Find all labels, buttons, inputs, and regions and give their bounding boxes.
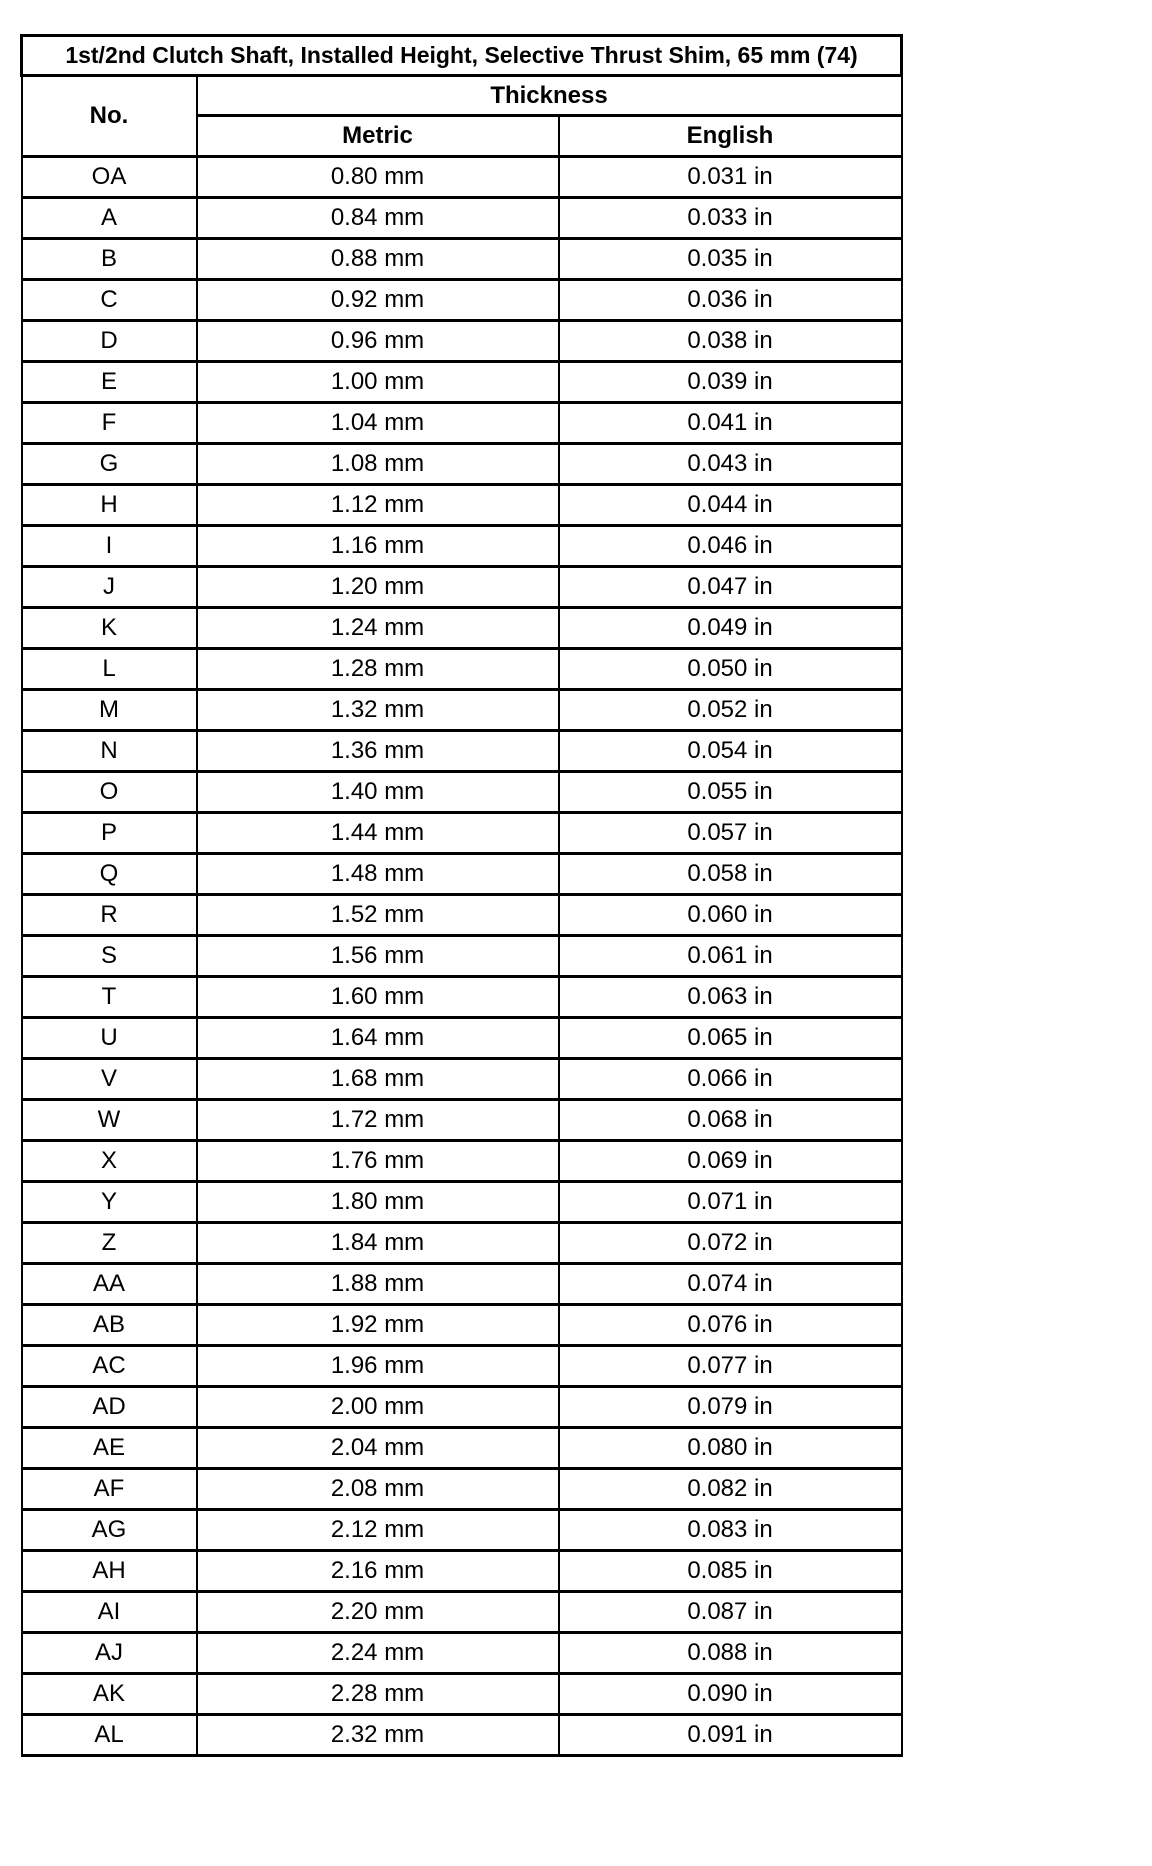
table-header: [22, 36, 902, 157]
cell-english: 0.061 in: [559, 936, 902, 977]
column-group-thickness: Thickness: [197, 76, 902, 116]
cell-metric: 2.08 mm: [197, 1469, 559, 1510]
table-row: [22, 1100, 902, 1141]
cell-no: S: [22, 936, 197, 977]
cell-no: R: [22, 895, 197, 936]
column-header-english: English: [559, 116, 902, 157]
cell-no: AH: [22, 1551, 197, 1592]
shim-spec-sheet: [20, 34, 900, 1757]
cell-no: J: [22, 567, 197, 608]
cell-no: AF: [22, 1469, 197, 1510]
cell-metric: 1.52 mm: [197, 895, 559, 936]
table-row: [22, 690, 902, 731]
table-title: 1st/2nd Clutch Shaft, Installed Height, Selective Thrust Shim, 65 mm (74): [22, 36, 902, 76]
cell-no: AI: [22, 1592, 197, 1633]
table-row: [22, 1141, 902, 1182]
table-row: [22, 1551, 902, 1592]
cell-english: 0.038 in: [559, 321, 902, 362]
cell-no: AG: [22, 1510, 197, 1551]
cell-metric: 1.68 mm: [197, 1059, 559, 1100]
cell-metric: 1.28 mm: [197, 649, 559, 690]
cell-metric: 1.00 mm: [197, 362, 559, 403]
cell-no: M: [22, 690, 197, 731]
table-row: [22, 1223, 902, 1264]
cell-english: 0.035 in: [559, 239, 902, 280]
cell-english: 0.080 in: [559, 1428, 902, 1469]
cell-no: E: [22, 362, 197, 403]
cell-english: 0.047 in: [559, 567, 902, 608]
table-row: [22, 1387, 902, 1428]
cell-english: 0.077 in: [559, 1346, 902, 1387]
table-body: [22, 157, 902, 1756]
title-row: [22, 36, 902, 76]
cell-no: A: [22, 198, 197, 239]
cell-english: 0.033 in: [559, 198, 902, 239]
cell-metric: 1.20 mm: [197, 567, 559, 608]
cell-metric: 1.36 mm: [197, 731, 559, 772]
cell-english: 0.069 in: [559, 1141, 902, 1182]
cell-metric: 2.04 mm: [197, 1428, 559, 1469]
cell-english: 0.076 in: [559, 1305, 902, 1346]
cell-english: 0.041 in: [559, 403, 902, 444]
cell-metric: 1.24 mm: [197, 608, 559, 649]
cell-metric: 1.44 mm: [197, 813, 559, 854]
cell-no: D: [22, 321, 197, 362]
cell-no: G: [22, 444, 197, 485]
cell-english: 0.068 in: [559, 1100, 902, 1141]
cell-no: O: [22, 772, 197, 813]
cell-english: 0.090 in: [559, 1674, 902, 1715]
cell-english: 0.071 in: [559, 1182, 902, 1223]
column-header-no: No.: [22, 76, 197, 157]
table-row: [22, 1182, 902, 1223]
cell-metric: 1.72 mm: [197, 1100, 559, 1141]
cell-metric: 1.64 mm: [197, 1018, 559, 1059]
cell-no: N: [22, 731, 197, 772]
table-row: [22, 526, 902, 567]
cell-metric: 2.12 mm: [197, 1510, 559, 1551]
cell-no: AE: [22, 1428, 197, 1469]
cell-metric: 0.84 mm: [197, 198, 559, 239]
cell-no: AJ: [22, 1633, 197, 1674]
table-row: [22, 567, 902, 608]
cell-english: 0.082 in: [559, 1469, 902, 1510]
table-row: [22, 198, 902, 239]
cell-no: OA: [22, 157, 197, 198]
cell-metric: 1.92 mm: [197, 1305, 559, 1346]
table-row: [22, 1428, 902, 1469]
cell-metric: 1.80 mm: [197, 1182, 559, 1223]
table-row: [22, 1715, 902, 1756]
table-row: [22, 1346, 902, 1387]
table-row: [22, 485, 902, 526]
cell-english: 0.050 in: [559, 649, 902, 690]
cell-english: 0.058 in: [559, 854, 902, 895]
cell-no: AD: [22, 1387, 197, 1428]
table-row: [22, 157, 902, 198]
table-row: [22, 1633, 902, 1674]
cell-english: 0.088 in: [559, 1633, 902, 1674]
cell-no: C: [22, 280, 197, 321]
table-row: [22, 1264, 902, 1305]
cell-metric: 2.16 mm: [197, 1551, 559, 1592]
cell-no: AL: [22, 1715, 197, 1756]
cell-english: 0.044 in: [559, 485, 902, 526]
table-row: [22, 239, 902, 280]
cell-no: Z: [22, 1223, 197, 1264]
table-row: [22, 1674, 902, 1715]
table-row: [22, 1469, 902, 1510]
table-row: [22, 1059, 902, 1100]
cell-english: 0.072 in: [559, 1223, 902, 1264]
cell-english: 0.049 in: [559, 608, 902, 649]
table-row: [22, 1510, 902, 1551]
cell-english: 0.046 in: [559, 526, 902, 567]
table-row: [22, 977, 902, 1018]
cell-metric: 1.88 mm: [197, 1264, 559, 1305]
cell-no: K: [22, 608, 197, 649]
table-row: [22, 1305, 902, 1346]
cell-no: AA: [22, 1264, 197, 1305]
cell-english: 0.031 in: [559, 157, 902, 198]
table-row: [22, 649, 902, 690]
cell-english: 0.083 in: [559, 1510, 902, 1551]
cell-no: B: [22, 239, 197, 280]
table-row: [22, 321, 902, 362]
cell-metric: 2.00 mm: [197, 1387, 559, 1428]
cell-metric: 1.56 mm: [197, 936, 559, 977]
cell-no: AK: [22, 1674, 197, 1715]
cell-no: AC: [22, 1346, 197, 1387]
table-row: [22, 895, 902, 936]
cell-english: 0.052 in: [559, 690, 902, 731]
cell-no: W: [22, 1100, 197, 1141]
table-row: [22, 608, 902, 649]
cell-metric: 1.12 mm: [197, 485, 559, 526]
cell-metric: 2.28 mm: [197, 1674, 559, 1715]
cell-english: 0.039 in: [559, 362, 902, 403]
table-row: [22, 1592, 902, 1633]
table-row: [22, 731, 902, 772]
table-row: [22, 362, 902, 403]
cell-english: 0.054 in: [559, 731, 902, 772]
cell-metric: 1.08 mm: [197, 444, 559, 485]
cell-english: 0.074 in: [559, 1264, 902, 1305]
table-row: [22, 280, 902, 321]
cell-metric: 1.40 mm: [197, 772, 559, 813]
table-row: [22, 813, 902, 854]
cell-no: T: [22, 977, 197, 1018]
cell-metric: 1.16 mm: [197, 526, 559, 567]
cell-metric: 1.76 mm: [197, 1141, 559, 1182]
cell-metric: 1.04 mm: [197, 403, 559, 444]
cell-english: 0.036 in: [559, 280, 902, 321]
cell-no: V: [22, 1059, 197, 1100]
cell-no: X: [22, 1141, 197, 1182]
cell-english: 0.087 in: [559, 1592, 902, 1633]
cell-metric: 0.80 mm: [197, 157, 559, 198]
cell-metric: 0.96 mm: [197, 321, 559, 362]
cell-no: H: [22, 485, 197, 526]
cell-metric: 0.88 mm: [197, 239, 559, 280]
cell-english: 0.065 in: [559, 1018, 902, 1059]
shim-thickness-table: [20, 34, 903, 1757]
cell-no: U: [22, 1018, 197, 1059]
cell-english: 0.043 in: [559, 444, 902, 485]
cell-english: 0.055 in: [559, 772, 902, 813]
cell-metric: 1.48 mm: [197, 854, 559, 895]
cell-metric: 2.20 mm: [197, 1592, 559, 1633]
cell-metric: 0.92 mm: [197, 280, 559, 321]
cell-no: Q: [22, 854, 197, 895]
cell-english: 0.085 in: [559, 1551, 902, 1592]
cell-english: 0.091 in: [559, 1715, 902, 1756]
cell-english: 0.063 in: [559, 977, 902, 1018]
cell-metric: 1.32 mm: [197, 690, 559, 731]
cell-no: F: [22, 403, 197, 444]
cell-no: Y: [22, 1182, 197, 1223]
cell-metric: 1.60 mm: [197, 977, 559, 1018]
cell-no: I: [22, 526, 197, 567]
cell-english: 0.060 in: [559, 895, 902, 936]
cell-english: 0.066 in: [559, 1059, 902, 1100]
table-row: [22, 444, 902, 485]
table-row: [22, 403, 902, 444]
cell-no: P: [22, 813, 197, 854]
cell-metric: 1.84 mm: [197, 1223, 559, 1264]
cell-english: 0.057 in: [559, 813, 902, 854]
table-row: [22, 1018, 902, 1059]
cell-no: AB: [22, 1305, 197, 1346]
cell-no: L: [22, 649, 197, 690]
cell-english: 0.079 in: [559, 1387, 902, 1428]
table-row: [22, 936, 902, 977]
column-header-metric: Metric: [197, 116, 559, 157]
cell-metric: 1.96 mm: [197, 1346, 559, 1387]
table-row: [22, 854, 902, 895]
cell-metric: 2.24 mm: [197, 1633, 559, 1674]
table-row: [22, 772, 902, 813]
group-header-row: [22, 76, 902, 116]
cell-metric: 2.32 mm: [197, 1715, 559, 1756]
